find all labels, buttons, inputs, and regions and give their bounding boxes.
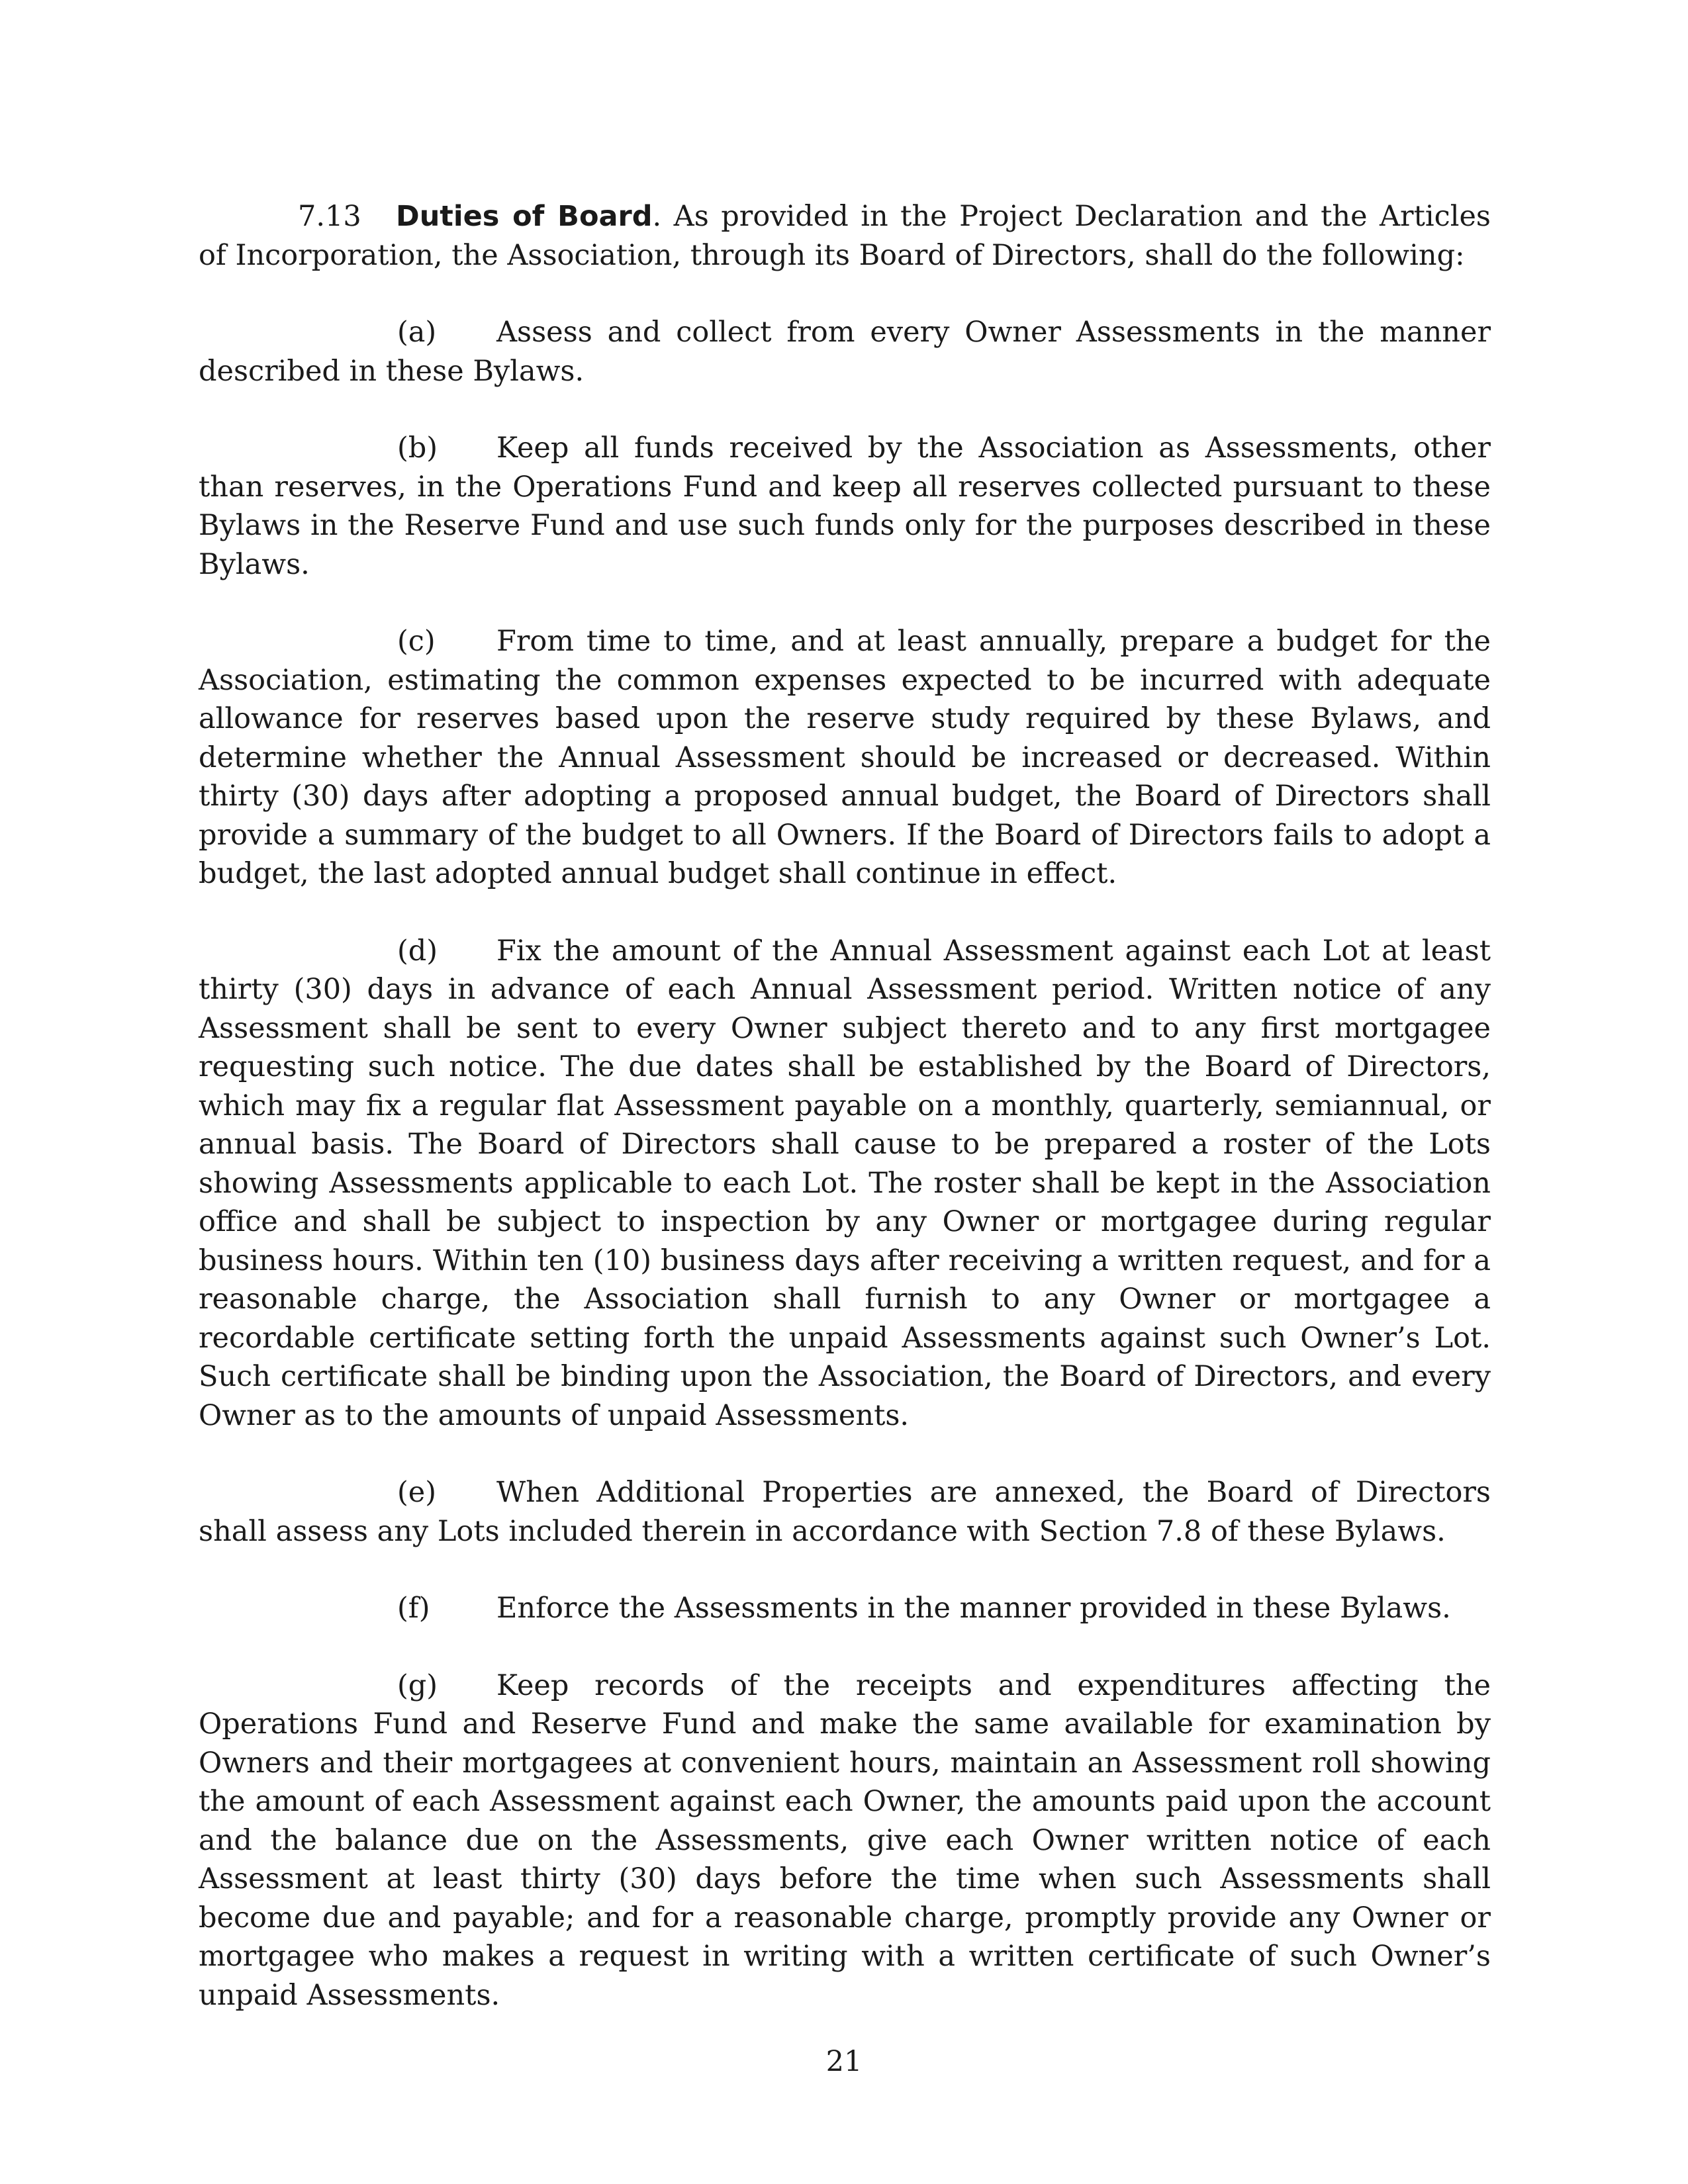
item-label: (f) xyxy=(397,1592,430,1625)
item-label: (g) xyxy=(397,1668,438,1702)
item-label: (c) xyxy=(397,625,436,658)
list-item-b xyxy=(199,429,1491,584)
section-intro: . As provided in the Project Declaration and the Articles of Incorporation, the Association, through its Board of Directors, shall do the following: xyxy=(199,200,1491,272)
item-text: From time to time, and at least annually, prepare a budget for the Association, estimating the common expenses expected to be incurred with adequate allowance for reserves based upon the reserve study required by these Bylaws, and determine whether the Annual Assessment should be increased or decreased. Within thirty (30) days after adopting a proposed annual budget, the Board of Directors shall provide a summary of the budget to all Owners. If the Board of Directors fails to adopt a budget, the last adopted annual budget shall continue in effect. xyxy=(199,625,1491,890)
section-number: 7.13 xyxy=(298,200,361,233)
page-number: 21 xyxy=(825,2045,863,2078)
item-text: Enforce the Assessments in the manner provided in these Bylaws. xyxy=(496,1592,1451,1625)
document-page xyxy=(199,197,1491,2053)
item-label: (e) xyxy=(397,1476,436,1509)
list-item-e xyxy=(199,1473,1491,1551)
item-text: Keep records of the receipts and expenditures affecting the Operations Fund and Reserve Fund and make the same available for examination by Owners and their mortgagees at convenient hours, maintain an Assessment roll showing the amount of each Assessment against each Owner, the amounts paid upon the account and the balance due on the Assessments, give each Owner written notice of each Assessment at least thirty (30) days before the time when such Assessments shall become due and payable; and for a reasonable charge, promptly provide any Owner or mortgagee who makes a request in writing with a written certificate of such Owner’s unpaid Assessments. xyxy=(199,1668,1491,2012)
item-text: When Additional Properties are annexed, the Board of Directors shall assess any Lots included therein in accordance with Section 7.8 of these Bylaws. xyxy=(199,1476,1491,1548)
list-item-d xyxy=(199,932,1491,1435)
item-text: Fix the amount of the Annual Assessment against each Lot at least thirty (30) days in advance of each Annual Assessment period. Written notice of any Assessment shall be sent to every Owner subject thereto and to any first mortgagee requesting such notice. The due dates shall be established by the Board of Directors, which may fix a regular flat Assessment payable on a monthly, quarterly, semiannual, or annual basis. The Board of Directors shall cause to be prepared a roster of the Lots showing Assessments applicable to each Lot. The roster shall be kept in the Association office and shall be subject to inspection by any Owner or mortgagee during regular business hours. Within ten (10) business days after receiving a written request, and for a reasonable charge, the Association shall furnish to any Owner or mortgagee a recordable certificate setting forth the unpaid Assessments against such Owner’s Lot. Such certificate shall be binding upon the Association, the Board of Directors, and every Owner as to the amounts of unpaid Assessments. xyxy=(199,934,1491,1432)
item-label: (d) xyxy=(397,934,438,968)
item-text: Assess and collect from every Owner Assessments in the manner described in these Bylaws. xyxy=(199,316,1491,388)
item-label: (a) xyxy=(397,316,437,349)
list-item-f xyxy=(199,1589,1491,1628)
section-paragraph xyxy=(199,197,1491,275)
item-label: (b) xyxy=(397,432,438,465)
list-item-c xyxy=(199,622,1491,893)
list-item-g xyxy=(199,1666,1491,2015)
list-item-a xyxy=(199,313,1491,390)
section-heading: Duties of Board xyxy=(396,200,653,233)
item-text: Keep all funds received by the Association as Assessments, other than reserves, in the Operations Fund and keep all reserves collected pursuant to these Bylaws in the Reserve Fund and use such funds only for the purposes described in these Bylaws. xyxy=(199,432,1491,581)
